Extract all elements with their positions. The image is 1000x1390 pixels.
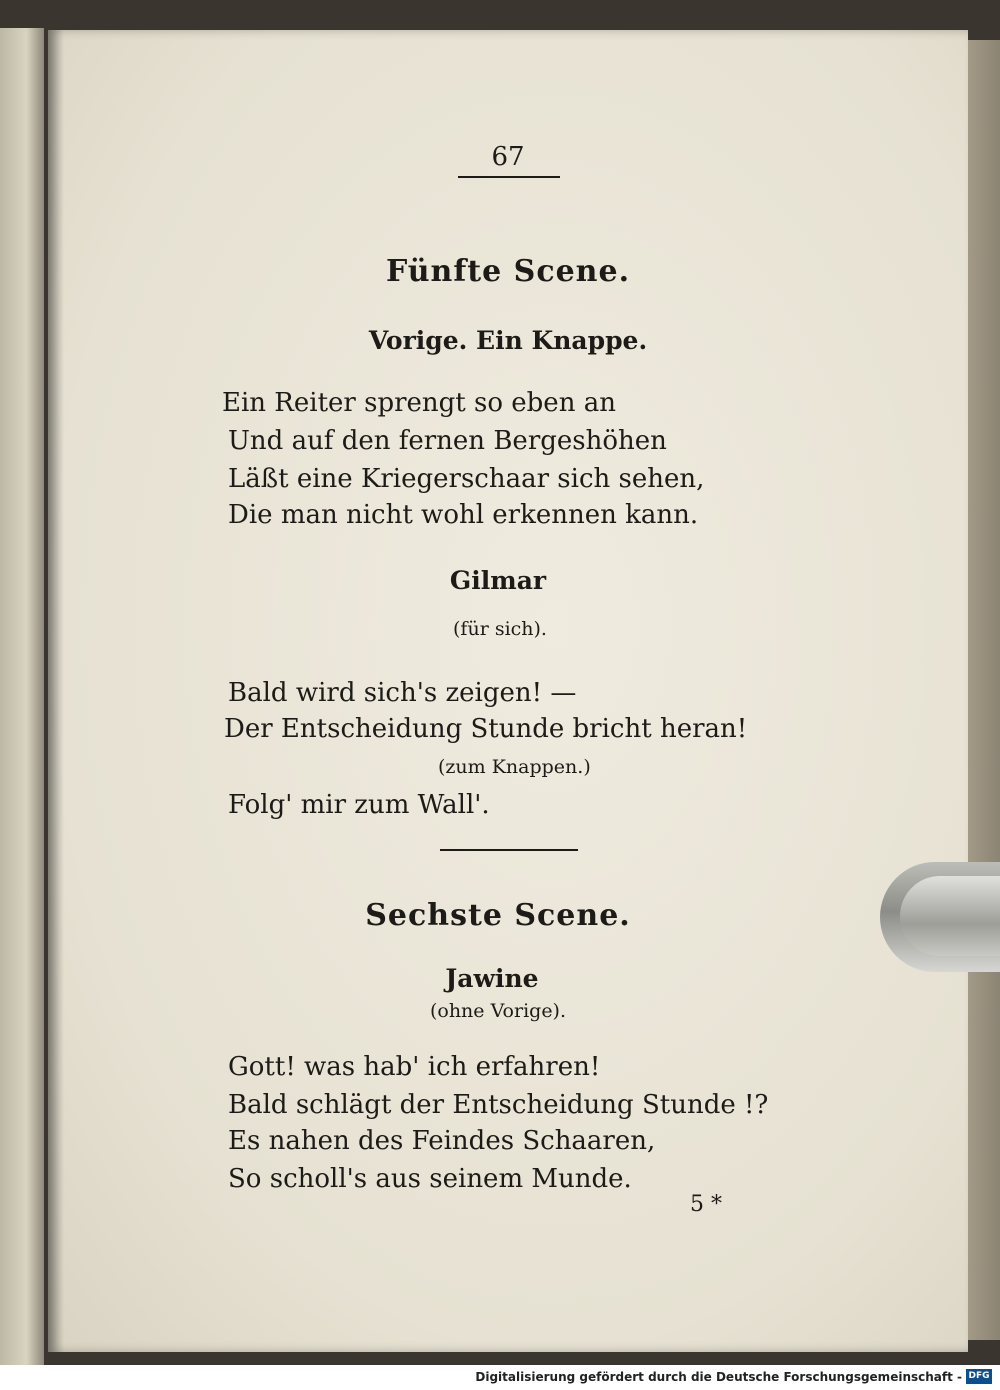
verse-line: Und auf den fernen Bergeshöhen xyxy=(228,426,667,456)
gutter-shadow xyxy=(48,30,64,1352)
speaker-gilmar: Gilmar xyxy=(449,566,547,595)
verse-line: Folg' mir zum Wall'. xyxy=(228,790,490,820)
speaker-jawine: Jawine xyxy=(445,964,539,993)
scene-5-heading: Fünfte Scene. xyxy=(385,254,631,289)
footer-credit: Digitalisierung gefördert durch die Deutsche Forschungsgemeinschaft - xyxy=(475,1370,962,1384)
header-rule xyxy=(458,176,560,178)
verse-line: Die man nicht wohl erkennen kann. xyxy=(228,500,699,530)
verse-line: Bald wird sich's zeigen! — xyxy=(228,678,577,708)
verse-line: Gott! was hab' ich erfahren! xyxy=(228,1052,601,1082)
stage-aside: (für sich). xyxy=(453,618,547,640)
page-number: 67 xyxy=(491,142,525,172)
signature-mark: 5 * xyxy=(690,1192,722,1217)
stage-aside: (ohne Vorige). xyxy=(429,1000,567,1022)
page-clip xyxy=(880,862,1000,972)
page-clip-highlight xyxy=(900,876,1000,956)
verse-line: Es nahen des Feindes Schaaren, xyxy=(228,1126,656,1156)
book-page xyxy=(48,30,968,1352)
verse-line: Bald schlägt der Entscheidung Stunde !? xyxy=(228,1090,769,1120)
scene-5-stage-direction: Vorige. Ein Knappe. xyxy=(368,326,648,355)
verse-line: Läßt eine Kriegerschaar sich sehen, xyxy=(228,464,705,494)
previous-page-edge xyxy=(0,28,44,1365)
footer-bar xyxy=(0,1365,1000,1390)
dfg-logo-icon: DFG xyxy=(966,1369,992,1384)
scene-6-heading: Sechste Scene. xyxy=(365,898,631,933)
verse-line: So scholl's aus seinem Munde. xyxy=(228,1164,632,1194)
verse-line: Der Entscheidung Stunde bricht heran! xyxy=(224,714,748,744)
verse-line: Ein Reiter sprengt so eben an xyxy=(222,388,616,418)
stage-aside: (zum Knappen.) xyxy=(438,756,591,778)
scene-divider-rule xyxy=(440,849,578,851)
